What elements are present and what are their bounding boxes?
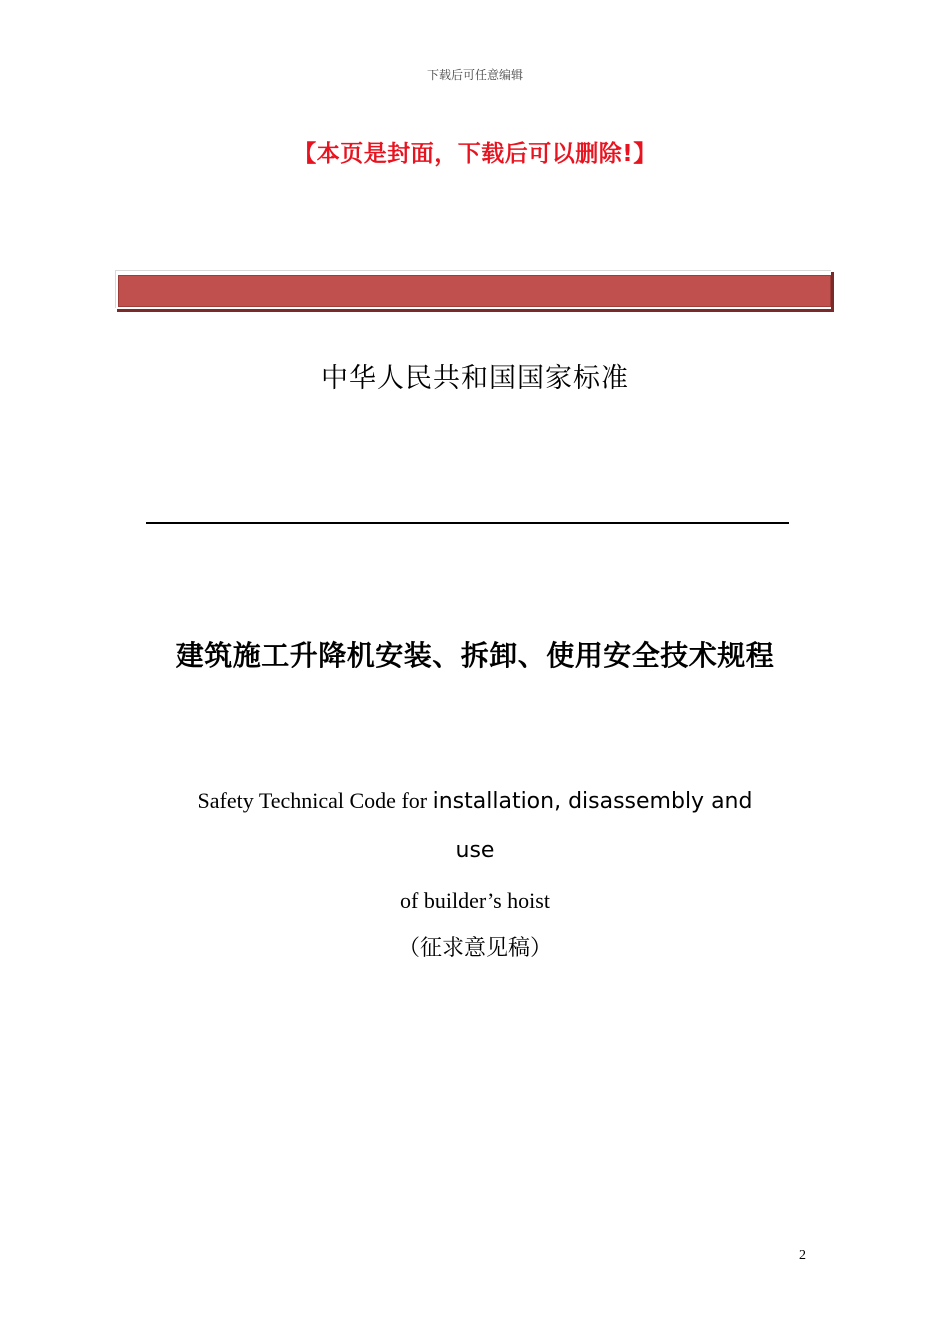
english-title-serif-part: Safety Technical Code for [197, 788, 433, 813]
decorative-banner [115, 270, 835, 313]
english-title-line-2: use [455, 838, 495, 863]
english-title-line-1 [0, 785, 950, 818]
banner-shadow-right [831, 272, 834, 312]
banner-bar [118, 275, 831, 307]
title-divider-rule [146, 522, 789, 524]
banner-shadow-bottom [117, 309, 834, 312]
national-standard-heading: 中华人民共和国国家标准 [321, 363, 629, 394]
cover-notice: 【本页是封面，下载后可以删除!】 [293, 141, 657, 167]
draft-note: （征求意见稿） [397, 936, 552, 961]
english-title-line-3: of builder’s hoist [400, 888, 550, 913]
english-title-sans-part: installation, disassembly and [432, 789, 753, 814]
header-note: 下载后可任意编辑 [426, 68, 523, 82]
page-number: 2 [799, 1248, 806, 1263]
chinese-title: 建筑施工升降机安装、拆卸、使用安全技术规程 [175, 639, 775, 672]
